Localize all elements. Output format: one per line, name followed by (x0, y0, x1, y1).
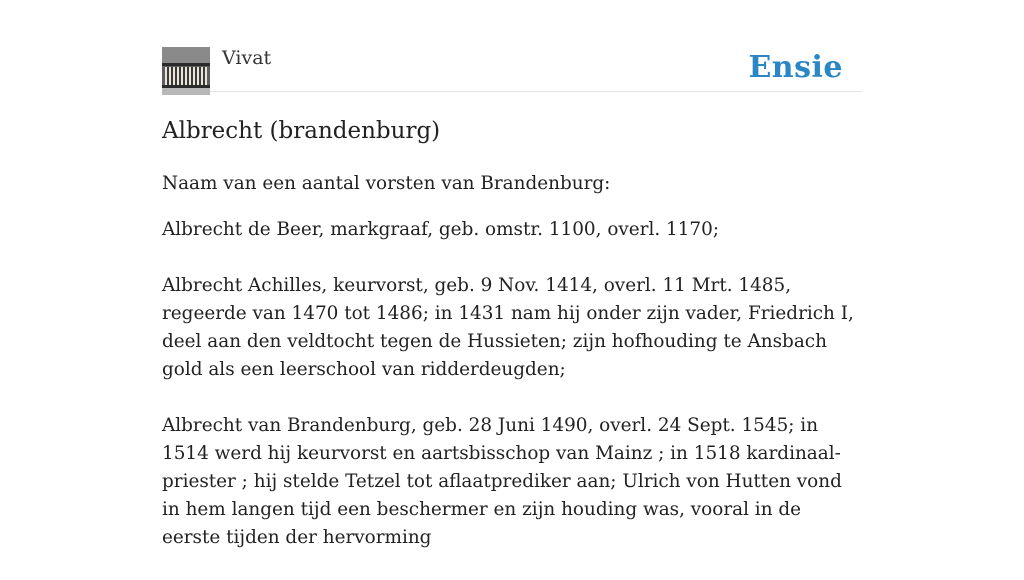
article-entry-albrecht-van-brandenburg: Albrecht van Brandenburg, geb. 28 Juni 1490, overl. 24 Sept. 1545; in 1514 werd hij keurvorst en aartsbisschop van Mainz ; in 1518 kardinaal-priester ; hij stelde Tetzel tot aflaatprediker aan; Ulrich von Hutten vond in hem langen tijd een beschermer en zijn houding was, vooral in de eerste tijden der hervorming (162, 415, 842, 548)
article-entry-albrecht-achilles: Albrecht Achilles, keurvorst, geb. 9 Nov. 1414, overl. 11 Mrt. 1485, regeerde van 1470 tot 1486; in 1431 nam hij onder zijn vader, Friedrich I, deel aan den veldtocht tegen de Hussieten; zijn hofhouding te Ansbach gold als een leerschool van ridderdeugden; (162, 275, 854, 380)
page-title: Albrecht (brandenburg) (162, 118, 441, 144)
brand-logo[interactable]: Ensie (748, 50, 843, 85)
author-name[interactable]: Vivat (222, 47, 272, 69)
article-body (162, 170, 862, 580)
article-entry-albrecht-de-beer: Albrecht de Beer, markgraaf, geb. omstr. 1100, overl. 1170; (162, 219, 720, 240)
article-intro: Naam van een aantal vorsten van Brandenburg: (162, 173, 611, 194)
header (162, 0, 862, 92)
bookshelf-avatar-icon[interactable] (162, 47, 210, 95)
page (162, 0, 862, 548)
